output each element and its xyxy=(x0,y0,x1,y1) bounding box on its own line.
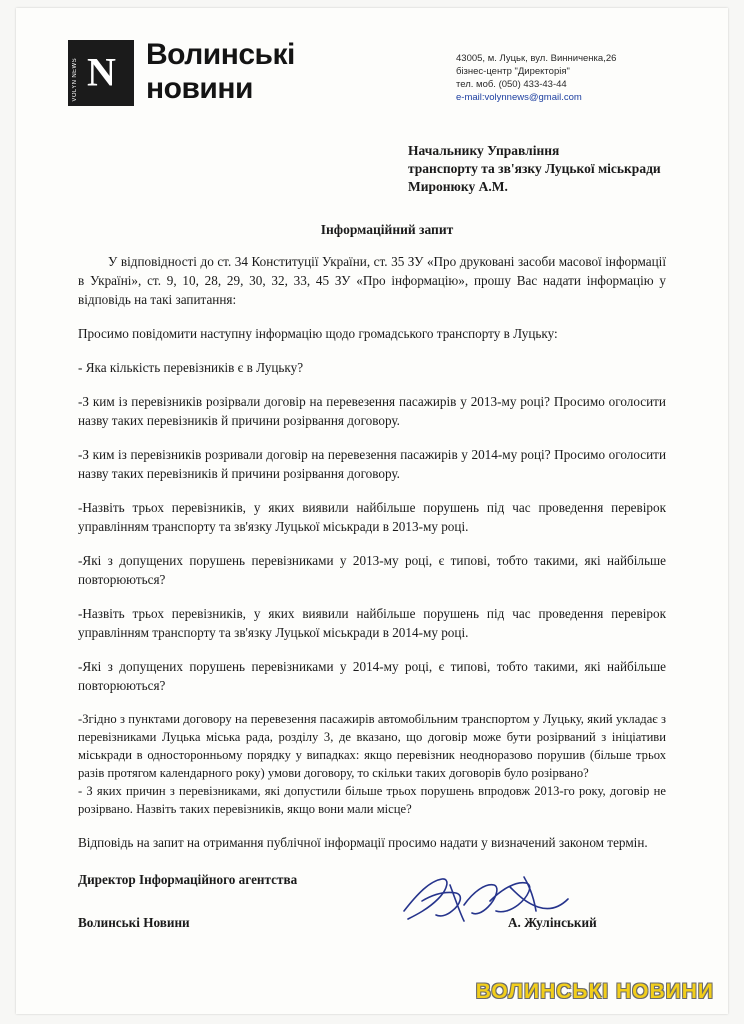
contact-phone: тел. моб. (050) 433-43-44 xyxy=(456,79,567,90)
body-paragraph: - З яких причин з перевізниками, які допустили більше трьох порушень впродовж 2013-го року, договір не розірвано. Назвіть таких перевізників, якщо вони мали місце? xyxy=(78,784,666,816)
logo-wordmark xyxy=(146,40,295,104)
document-title: Інформаційний запит xyxy=(320,222,454,237)
document-body xyxy=(78,252,666,867)
contact-address: 43005, м. Луцьк, вул. Винниченка,26 xyxy=(456,53,617,64)
contact-block xyxy=(456,52,616,104)
addressee-line-2: транспорту та зв'язку Луцької міськради xyxy=(408,161,661,176)
volyn-news-logo-icon xyxy=(68,40,134,106)
watermark: ВОЛИНСЬКІ НОВИНИ xyxy=(475,980,714,1003)
letterhead xyxy=(68,40,295,106)
body-paragraph: -Згідно з пунктами договору на перевезення пасажирів автомобільним транспортом у Луцьку, який укладає з перевізниками Луцька міська рада, розділу 3, де вказано, що договір може бути розірваний з ініціативи міськради в односторонньому порядку у випадках: якщо перевізник неодноразово порушив (більше трьох разів протягом календарного року) умови договору, то скільки таких договорів було розірвано? xyxy=(78,712,666,780)
body-paragraph: -З ким із перевізників розірвали договір на перевезення пасажирів у 2013-му році? Просимо оголосити назву таких перевізників й причини розірвання договору. xyxy=(78,394,666,428)
contact-office: бізнес-центр "Директорія" xyxy=(456,66,570,77)
body-paragraph: -З ким із перевізників розривали договір на перевезення пасажирів у 2014-му році? Просимо оголосити назву таких перевізників й причини розірвання договору. xyxy=(78,447,666,481)
signatory-name: А. Жулінський xyxy=(508,915,597,930)
addressee-line-3: Миронюку А.М. xyxy=(408,179,508,194)
logo-vertical-text: VOLYN NEWS xyxy=(72,58,78,102)
contact-email[interactable]: e-mail:volynnews@gmail.com xyxy=(456,92,582,103)
body-paragraph: - Яка кількість перевізників є в Луцьку? xyxy=(78,360,304,375)
logo-letter: N xyxy=(87,49,115,95)
signature-block xyxy=(78,870,678,933)
body-paragraph: -Які з допущених порушень перевізниками у 2013-му році, є типові, тобто такими, які найбільше повторюються? xyxy=(78,553,666,587)
signature-row xyxy=(78,913,678,933)
signatory-company: Волинські Новини xyxy=(78,915,190,930)
letter-sheet xyxy=(16,8,728,1014)
body-paragraph: -Які з допущених порушень перевізниками у 2014-му році, є типові, тобто такими, які найбільше повторюються? xyxy=(78,659,666,693)
body-paragraph: Відповідь на запит на отримання публічної інформації просимо надати у визначений законом термін. xyxy=(78,835,648,850)
body-paragraph: -Назвіть трьох перевізників, у яких виявили найбільше порушень під час проведення перевірок управлінням транспорту та зв'язку Луцької міськради в 2014-му році. xyxy=(78,606,666,640)
body-paragraph: У відповідності до ст. 34 Конституції України, ст. 35 ЗУ «Про друковані засоби масової інформації в Україні», ст. 9, 10, 28, 29, 30, 32, 33, 45 ЗУ «Про інформацію», прошу Вас надати інформацію у відповідь на такі запитання: xyxy=(78,254,666,307)
addressee-block xyxy=(408,142,708,196)
body-paragraph: Просимо повідомити наступну інформацію щодо громадського транспорту в Луцьку: xyxy=(78,326,558,341)
addressee-line-1: Начальнику Управління xyxy=(408,143,560,158)
logo-wordmark-line2: новини xyxy=(146,72,253,105)
body-paragraph: -Назвіть трьох перевізників, у яких виявили найбільше порушень під час проведення перевірок управлінням транспорту та зв'язку Луцької міськради в 2013-му році. xyxy=(78,500,666,534)
logo-wordmark-line1: Волинські xyxy=(146,38,295,71)
signatory-role: Директор Інформаційного агентства xyxy=(78,872,298,887)
